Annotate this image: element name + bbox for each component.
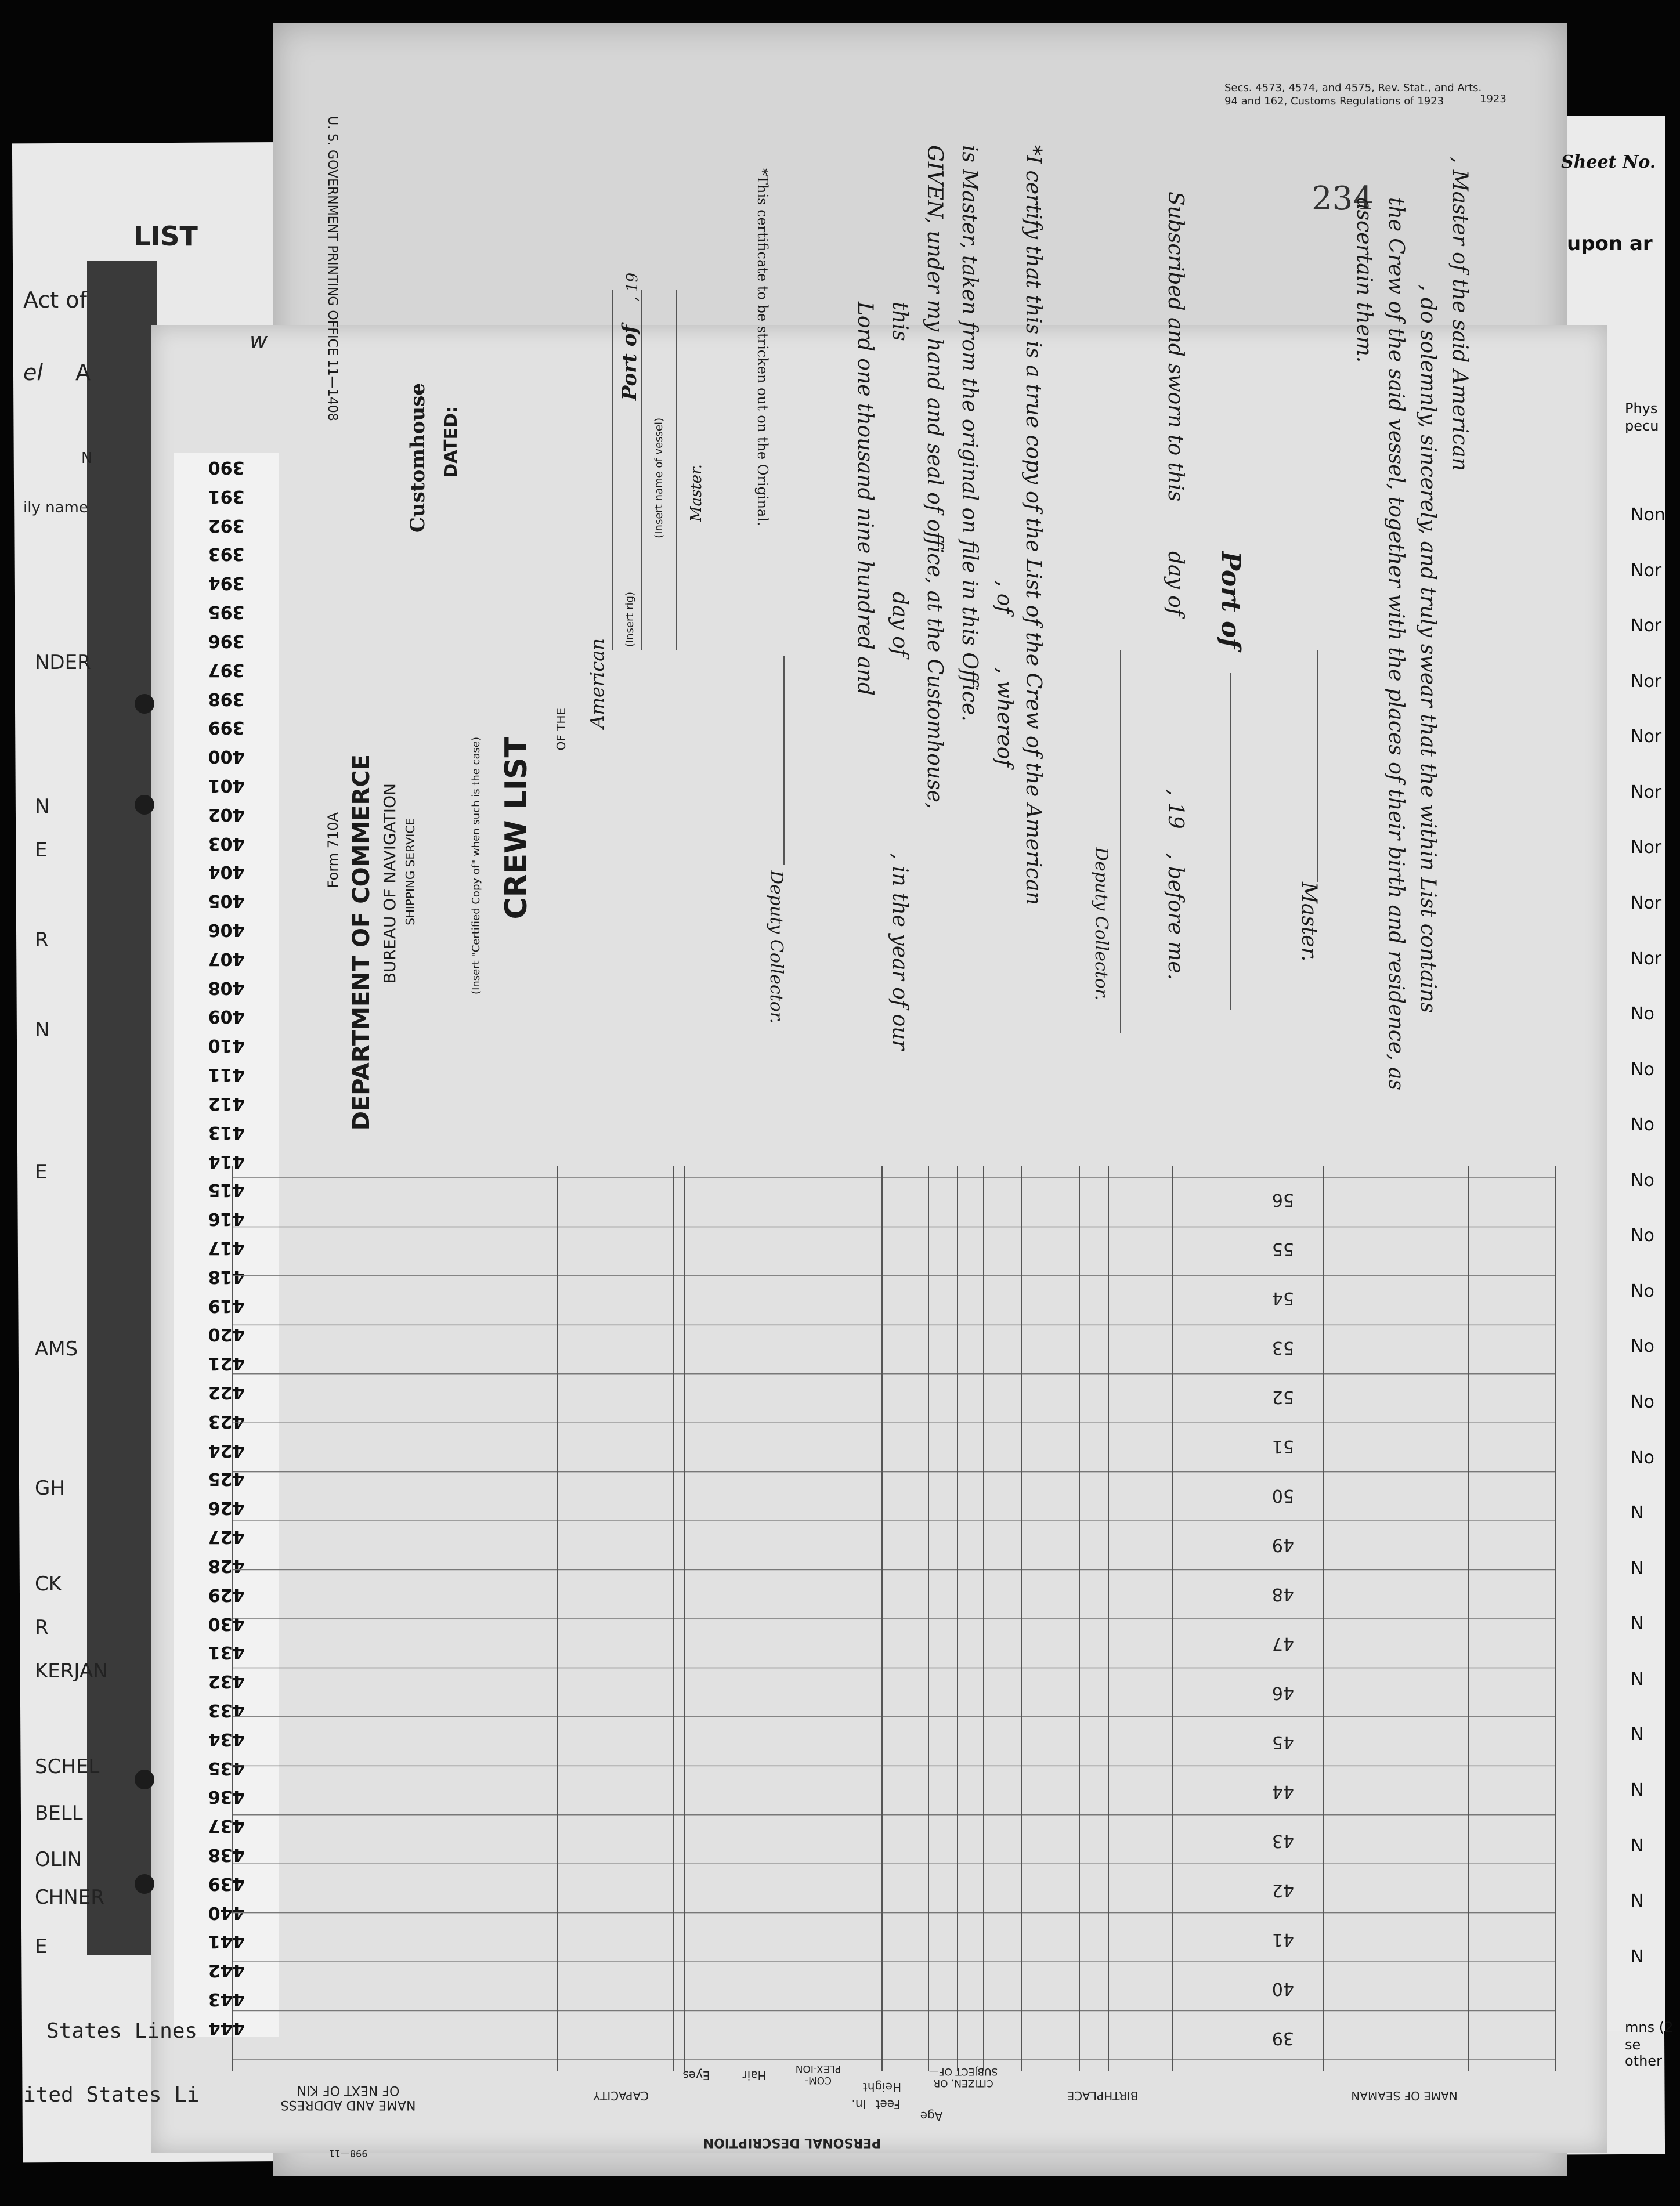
oath-line-1: , Master of the said American: [1448, 157, 1472, 471]
punch-hole: [135, 1770, 154, 1789]
certificate-line-4: Lord one thousand nine hundred and: [853, 302, 877, 696]
stamped-number: 430: [208, 1613, 245, 1634]
name-fragment: CHNER: [35, 1886, 104, 1909]
row-number: 47: [1271, 1633, 1294, 1654]
states-lines-fragment: ited States Li: [23, 2083, 200, 2107]
stamped-number: 416: [208, 1209, 245, 1229]
row-number: 52: [1271, 1387, 1294, 1407]
column-header-age: Age: [920, 2109, 943, 2123]
stamp-number: 234: [1312, 180, 1374, 218]
stamped-number: 437: [208, 1816, 245, 1836]
oath-master-label: Master.: [1297, 882, 1321, 962]
oath-port-of-label: Port of: [1216, 551, 1245, 649]
certificate-deputy-collector: Deputy Collector.: [766, 870, 786, 1024]
nationality-fragment: No: [1631, 1225, 1654, 1246]
oath-deputy-collector: Deputy Collector.: [1091, 847, 1111, 1001]
column-group-personal-description: PERSONAL DESCRIPTION: [703, 2135, 881, 2150]
stamped-number: 428: [208, 1555, 245, 1576]
stamped-number: 436: [208, 1787, 245, 1807]
row-number: 49: [1271, 1535, 1294, 1555]
stamped-number: 444: [208, 2017, 245, 2038]
bureau-title: BUREAU OF NAVIGATION: [380, 783, 399, 984]
certificate-line-1: *I certify that this is a true copy of the List of the Crew of the American: [1021, 145, 1045, 905]
nationality-fragment: Non: [1631, 505, 1665, 525]
row-number: 51: [1271, 1436, 1294, 1456]
row-number: 43: [1271, 1831, 1294, 1851]
stamped-number: 441: [208, 1931, 245, 1952]
row-number: 46: [1271, 1683, 1294, 1703]
row-number: 48: [1271, 1584, 1294, 1604]
stamped-number: 417: [208, 1237, 245, 1258]
vessel-name-line: [641, 290, 642, 650]
vessel-name-fragment: A: [75, 360, 91, 385]
list-title-fragment: LIST: [133, 220, 198, 252]
nationality-fragment: No: [1631, 1447, 1654, 1468]
nationality-fragment: Nor: [1631, 671, 1662, 692]
stamped-number: 418: [208, 1266, 245, 1287]
stamped-number: 426: [208, 1498, 245, 1518]
stamped-number: 414: [208, 1151, 245, 1171]
stamped-number: 442: [208, 1960, 245, 1981]
nationality-fragment: Nor: [1631, 837, 1662, 858]
row-number: 39: [1271, 2028, 1294, 2048]
american-line: [612, 290, 613, 650]
stamped-number: 411: [208, 1064, 245, 1085]
stamped-number: 435: [208, 1757, 245, 1778]
name-fragment: N: [35, 795, 50, 818]
port-of-label: Port of: [618, 325, 641, 401]
column-header-inches: In.: [851, 2097, 866, 2111]
column-header-name-of-seaman: NAME OF SEAMAN: [1351, 2089, 1458, 2103]
customhouse-label: Customhouse: [406, 383, 429, 533]
nationality-fragment: No: [1631, 1281, 1654, 1301]
states-lines-fragment: States Lines: [46, 2019, 198, 2043]
name-fragment: E: [35, 1160, 48, 1184]
row-number: 44: [1271, 1781, 1294, 1802]
nationality-fragment: Nor: [1631, 782, 1662, 802]
nationality-fragment: Nor: [1631, 892, 1662, 913]
stamped-number: 422: [208, 1382, 245, 1402]
physical-fragment: Phys: [1625, 400, 1658, 417]
nationality-fragment: N: [1631, 1946, 1644, 1967]
deputy-signature-line: [1120, 650, 1121, 1033]
oath-line-3: the Crew of the said vessel, together with the places of their birth and residence, as: [1384, 197, 1408, 1091]
name-fragment: CK: [35, 1572, 62, 1596]
column-header-capacity: CAPACITY: [592, 2089, 649, 2103]
nationality-fragment: Nor: [1631, 726, 1662, 747]
certificate-line-2: is Master, taken from the original on file in this Office.: [958, 145, 981, 722]
upon-arrival-fragment: upon ar: [1567, 232, 1653, 255]
name-fragment: NDER: [35, 651, 91, 674]
year-label: , 19: [624, 273, 641, 302]
row-numbers: [1259, 1189, 1294, 2048]
certificate-day-of: day of: [888, 592, 912, 657]
nationality-fragment: N: [1631, 1835, 1644, 1856]
row-number: 45: [1271, 1732, 1294, 1752]
ily-name-fragment: ily name: [23, 499, 88, 516]
other-fragment: se other: [1625, 2037, 1662, 2069]
w-fragment: w: [250, 328, 268, 353]
certificate-signature-line: [783, 656, 785, 865]
statute-reference-mirror: 1923: [1480, 93, 1506, 105]
row-number: 41: [1271, 1929, 1294, 1950]
stamped-number: 431: [208, 1642, 245, 1663]
stamped-number: 420: [208, 1324, 245, 1345]
peculiarities-fragment: pecu: [1625, 418, 1659, 434]
row-number: 42: [1271, 1880, 1294, 1900]
certificate-whereof: , whereof: [992, 667, 1016, 767]
crew-table-grid: [232, 1166, 1578, 2071]
name-fragment: OLIN: [35, 1848, 82, 1871]
name-fragment: GH: [35, 1477, 65, 1500]
stamped-number: 419: [208, 1295, 245, 1316]
stamped-number: 434: [208, 1728, 245, 1749]
stamped-number: 399: [208, 717, 245, 738]
statute-reference: Secs. 4573, 4574, and 4575, Rev. Stat., and Arts. 94 and 162, Customs Regulations of 1923: [1224, 82, 1482, 108]
column-header-complexion: COM-PLEX-ION: [795, 2063, 841, 2086]
stamped-number: 439: [208, 1873, 245, 1894]
n-fragment: N: [81, 450, 93, 467]
nationality-fragment: No: [1631, 1392, 1654, 1412]
stamped-number: 405: [208, 891, 245, 912]
column-header-eyes: Eyes: [682, 2068, 710, 2082]
nationality-fragment: N: [1631, 1780, 1644, 1800]
before-me-label: , before me.: [1164, 853, 1187, 981]
port-line: [1230, 673, 1231, 1010]
oath-year-label: , 19: [1164, 789, 1187, 829]
name-fragment: R: [35, 928, 49, 952]
stamped-number: 391: [208, 486, 245, 507]
nationality-fragment: Nor: [1631, 948, 1662, 969]
name-fragment: KERJAN: [35, 1659, 108, 1683]
certificate-year-of-our: , in the year of our: [888, 853, 912, 1050]
row-number: 53: [1271, 1337, 1294, 1358]
columns-fragment: mns (2: [1625, 2019, 1674, 2035]
stamped-number: 433: [208, 1699, 245, 1720]
stamped-number: 403: [208, 833, 245, 854]
master-line: [676, 290, 677, 650]
stamped-number: 398: [208, 688, 245, 709]
stamped-number: 390: [208, 457, 245, 478]
nationality-fragment: No: [1631, 1170, 1654, 1191]
name-fragment: SCHEL: [35, 1755, 100, 1778]
stamped-number: 423: [208, 1411, 245, 1431]
stamped-number: 427: [208, 1527, 245, 1547]
department-title: DEPARTMENT OF COMMERCE: [348, 754, 375, 1131]
printing-office-line: U. S. GOVERNMENT PRINTING OFFICE 11—1408: [325, 116, 339, 421]
stamped-number: 425: [208, 1469, 245, 1489]
stamped-number: 412: [208, 1093, 245, 1113]
name-fragment: E: [35, 1935, 48, 1958]
stamped-number: 396: [208, 630, 245, 651]
master-signature-line: [1317, 650, 1318, 882]
column-header-height: Height: [862, 2080, 902, 2094]
column-header-birthplace: BIRTHPLACE: [1067, 2089, 1139, 2103]
day-of-label: day of: [1164, 551, 1187, 616]
nationality-fragment: N: [1631, 1724, 1644, 1745]
stamped-number: 393: [208, 544, 245, 565]
form-number: Form 710A: [325, 812, 341, 888]
nationality-fragment: N: [1631, 1614, 1644, 1634]
row-number: 54: [1271, 1288, 1294, 1308]
name-fragment: BELL: [35, 1802, 83, 1825]
nationality-fragment: No: [1631, 1336, 1654, 1357]
stamped-number: 429: [208, 1584, 245, 1605]
stamped-number: 413: [208, 1122, 245, 1142]
column-header-citizen: CITIZEN, OR SUBJECT OF—: [928, 2066, 998, 2089]
stamped-number: 402: [208, 804, 245, 824]
stamped-number: 421: [208, 1353, 245, 1374]
crew-list-title: CREW LIST: [499, 737, 534, 920]
stamped-number: 415: [208, 1180, 245, 1200]
stamped-number: 404: [208, 862, 245, 883]
stamped-number: 409: [208, 1006, 245, 1027]
dated-label: DATED:: [441, 406, 461, 478]
certified-copy-note: (Insert "Certified Copy of" when such is the case): [470, 737, 482, 994]
name-fragment: AMS: [35, 1337, 78, 1361]
row-number: 55: [1271, 1239, 1294, 1259]
row-number: 40: [1271, 1979, 1294, 1999]
oath-line-2: , do solemnly, sincerely, and truly swear that the within List contains: [1416, 284, 1440, 1013]
stamped-number: 443: [208, 1989, 245, 2010]
stamped-number: 395: [208, 602, 245, 623]
name-fragment: R: [35, 1616, 49, 1639]
nationality-fragment: N: [1631, 1669, 1644, 1690]
name-fragment: E: [35, 838, 48, 862]
stamped-number: 408: [208, 977, 245, 998]
master-label: Master.: [688, 464, 705, 522]
stamped-number: 400: [208, 746, 245, 767]
certificate-this: this: [888, 302, 912, 341]
nationality-fragment: No: [1631, 1059, 1654, 1080]
stamped-number: 438: [208, 1845, 245, 1865]
nationality-fragment: Nor: [1631, 616, 1662, 637]
stamped-number: 401: [208, 775, 245, 795]
nationality-fragment: N: [1631, 1891, 1644, 1912]
name-fragment: N: [35, 1018, 50, 1041]
nationality-fragment: No: [1631, 1115, 1654, 1135]
vessel-fragment: el: [23, 360, 43, 385]
right-nor-column: [1631, 505, 1671, 1967]
american-label: American: [586, 638, 608, 729]
of-the-label: OF THE: [554, 708, 568, 751]
nationality-fragment: Nor: [1631, 560, 1662, 581]
act-of-fragment: Act of: [23, 287, 87, 313]
insert-vessel-name-note: (Insert name of vessel): [653, 418, 665, 538]
service-title: SHIPPING SERVICE: [403, 818, 417, 925]
subscribed-label: Subscribed and sworn to this: [1164, 191, 1187, 502]
certificate-footnote: *This certificate to be stricken out on the Original.: [754, 168, 771, 526]
nationality-fragment: No: [1631, 1004, 1654, 1025]
stamped-number: 440: [208, 1902, 245, 1923]
nationality-fragment: N: [1631, 1503, 1644, 1524]
punch-hole: [135, 795, 154, 815]
stamped-number: 397: [208, 659, 245, 680]
punch-hole: [135, 1874, 154, 1894]
oath-line-4: ascertain them.: [1352, 197, 1376, 363]
nationality-fragment: N: [1631, 1558, 1644, 1579]
column-header-feet: Feet: [875, 2097, 901, 2111]
stamped-number: 410: [208, 1035, 245, 1056]
dark-tab: [87, 261, 157, 1955]
stamped-number: 407: [208, 948, 245, 969]
sheet-number-label: Sheet No.: [1561, 152, 1656, 172]
insert-rig-note: (Insert rig): [624, 592, 636, 648]
stamped-number: 392: [208, 515, 245, 536]
crew-table-lines: [232, 1166, 1578, 2071]
certificate-line-3: GIVEN, under my hand and seal of office, at the Customhouse,: [923, 145, 946, 809]
stamped-number: 432: [208, 1671, 245, 1692]
table-footer-code: 998—11: [328, 2148, 368, 2159]
column-header-next-of-kin: NAME AND ADDRESS OF NEXT OF KIN: [280, 2083, 416, 2112]
column-header-hair: Hair: [742, 2068, 767, 2082]
stamped-number: 406: [208, 920, 245, 940]
stamped-number: 424: [208, 1440, 245, 1460]
row-number: 56: [1271, 1189, 1294, 1210]
row-number: 50: [1271, 1485, 1294, 1506]
stamped-number: 394: [208, 573, 245, 594]
certificate-of: , of: [992, 580, 1016, 614]
punch-hole: [135, 694, 154, 714]
